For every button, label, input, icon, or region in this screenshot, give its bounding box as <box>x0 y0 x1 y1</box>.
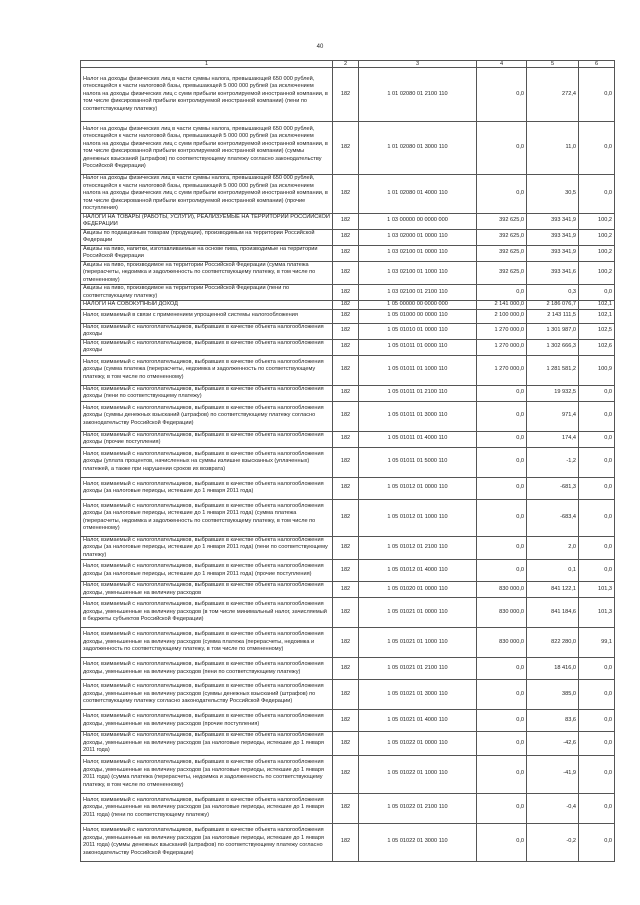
table-row <box>81 68 615 122</box>
header-cell: 5 <box>527 61 579 68</box>
table-row <box>81 385 615 401</box>
admin-code-cell: 182 <box>333 122 359 175</box>
budget-code-cell: 1 01 02080 01 3000 110 <box>359 122 477 175</box>
admin-code-cell: 182 <box>333 732 359 756</box>
page-number: 40 <box>316 44 324 50</box>
admin-code-cell: 182 <box>333 301 359 310</box>
admin-code-cell: 182 <box>333 582 359 598</box>
row-name-cell: Налог, взимаемый с налогоплательщиков, выбравших в качестве объекта налогообложения доходы, уменьшенные на величину расходов (сумма платежа (перерасчеты, недоимка и задолженность по соответствующему платежу, в том числе по отмененному) <box>81 628 333 658</box>
budget-code-cell: 1 05 00000 00 0000 000 <box>359 301 477 310</box>
percent-cell: 0,0 <box>579 680 615 710</box>
budget-code-cell: 1 05 01011 01 4000 110 <box>359 431 477 447</box>
plan-value-cell: 0,0 <box>477 536 527 560</box>
header-cell: 1 <box>81 61 333 68</box>
percent-cell: 102,1 <box>579 301 615 310</box>
fact-value-cell: 2 186 076,7 <box>527 301 579 310</box>
percent-cell: 0,0 <box>579 793 615 823</box>
budget-code-cell: 1 05 01011 01 0000 110 <box>359 339 477 355</box>
fact-value-cell: 2,0 <box>527 536 579 560</box>
budget-code-cell: 1 05 01022 01 2100 110 <box>359 793 477 823</box>
table-row <box>81 401 615 431</box>
admin-code-cell: 182 <box>333 175 359 214</box>
budget-code-cell: 1 05 01021 01 0000 110 <box>359 598 477 628</box>
plan-value-cell: 0,0 <box>477 732 527 756</box>
percent-cell: 0,0 <box>579 755 615 793</box>
budget-code-cell: 1 03 02100 01 1000 110 <box>359 261 477 285</box>
percent-cell: 102,6 <box>579 339 615 355</box>
header-cell: 4 <box>477 61 527 68</box>
row-name-cell: Налог, взимаемый с налогоплательщиков, выбравших в качестве объекта налогообложения доходы, уменьшенные на величину расходов (за налоговые периоды, истекшие до 1 января 2011 года) (суммы денежных взысканий (штрафов) по соответствующему платежу согласно законодательству Российской Федерации) <box>81 823 333 861</box>
plan-value-cell: 0,0 <box>477 658 527 680</box>
table-row <box>81 793 615 823</box>
row-name-cell: НАЛОГИ НА СОВОКУПНЫЙ ДОХОД <box>81 301 333 310</box>
admin-code-cell: 182 <box>333 598 359 628</box>
plan-value-cell: 0,0 <box>477 477 527 499</box>
admin-code-cell: 182 <box>333 261 359 285</box>
admin-code-cell: 182 <box>333 628 359 658</box>
table-row <box>81 658 615 680</box>
row-name-cell: Налог, взимаемый с налогоплательщиков, выбравших в качестве объекта налогообложения доходы, уменьшенные на величину расходов (за налоговые периоды, истекшие до 1 января 2011 года) (сумма платежа (перерасчеты, недоимка и задолженность по соответствующему платежу, в том числе по отмененному) <box>81 755 333 793</box>
table-row <box>81 355 615 385</box>
table-row <box>81 285 615 301</box>
row-name-cell: Налог, взимаемый с налогоплательщиков, выбравших в качестве объекта налогообложения доходы (за налоговые периоды, истекшие до 1 января 2011 года) (прочие поступления) <box>81 560 333 582</box>
percent-cell: 99,1 <box>579 628 615 658</box>
admin-code-cell: 182 <box>333 560 359 582</box>
row-name-cell: Акцизы по подакцизным товарам (продукции), производимым на территории Российской Федерации <box>81 229 333 245</box>
budget-code-cell: 1 05 01012 01 1000 110 <box>359 499 477 536</box>
header-row <box>81 61 615 68</box>
plan-value-cell: 1 270 000,0 <box>477 323 527 339</box>
admin-code-cell: 182 <box>333 499 359 536</box>
table-row <box>81 755 615 793</box>
fact-value-cell: -0,4 <box>527 793 579 823</box>
row-name-cell: Акцизы на пиво, производимое на территории Российской Федерации (пени по соответствующему платежу) <box>81 285 333 301</box>
admin-code-cell: 182 <box>333 385 359 401</box>
fact-value-cell: -683,4 <box>527 499 579 536</box>
row-name-cell: Налог, взимаемый с налогоплательщиков, выбравших в качестве объекта налогообложения доходы <box>81 339 333 355</box>
plan-value-cell: 0,0 <box>477 175 527 214</box>
fact-value-cell: 174,4 <box>527 431 579 447</box>
table-row <box>81 598 615 628</box>
row-name-cell: Налог на доходы физических лиц в части суммы налога, превышающей 650 000 рублей, относящейся к части налоговой базы, превышающей 5 000 000 рублей (за исключением налога на доходы физических лиц с сумм прибыли контролируемой иностранной компании, в том числе фиксированной прибыли контролируемой иностранной компании) (прочие поступления) <box>81 175 333 214</box>
table-row <box>81 499 615 536</box>
budget-code-cell: 1 03 02000 01 0000 110 <box>359 229 477 245</box>
fact-value-cell: 30,5 <box>527 175 579 214</box>
admin-code-cell: 182 <box>333 213 359 229</box>
budget-code-cell: 1 05 01011 01 1000 110 <box>359 355 477 385</box>
plan-value-cell: 1 270 000,0 <box>477 339 527 355</box>
plan-value-cell: 0,0 <box>477 560 527 582</box>
admin-code-cell: 182 <box>333 355 359 385</box>
fact-value-cell: 18 416,0 <box>527 658 579 680</box>
fact-value-cell: 1 301 987,0 <box>527 323 579 339</box>
percent-cell: 0,0 <box>579 536 615 560</box>
table-row <box>81 582 615 598</box>
percent-cell: 100,2 <box>579 261 615 285</box>
plan-value-cell: 0,0 <box>477 431 527 447</box>
fact-value-cell: 1 302 666,3 <box>527 339 579 355</box>
table-row <box>81 229 615 245</box>
budget-code-cell: 1 01 02080 01 2100 110 <box>359 68 477 122</box>
admin-code-cell: 182 <box>333 323 359 339</box>
row-name-cell: Налог, взимаемый с налогоплательщиков, выбравших в качестве объекта налогообложения доходы (пени по соответствующему платежу) <box>81 385 333 401</box>
percent-cell: 0,0 <box>579 560 615 582</box>
plan-value-cell: 0,0 <box>477 793 527 823</box>
fact-value-cell: 822 280,0 <box>527 628 579 658</box>
row-name-cell: Налог, взимаемый с налогоплательщиков, выбравших в качестве объекта налогообложения доходы, уменьшенные на величину расходов (суммы денежных взысканий (штрафов) по соответствующему платежу согласно законодательству Российской Федерации) <box>81 680 333 710</box>
row-name-cell: Налог, взимаемый в связи с применением упрощенной системы налогообложения <box>81 309 333 323</box>
table-row <box>81 309 615 323</box>
plan-value-cell: 0,0 <box>477 680 527 710</box>
budget-code-cell: 1 05 01012 01 2100 110 <box>359 536 477 560</box>
fact-value-cell: 272,4 <box>527 68 579 122</box>
plan-value-cell: 392 625,0 <box>477 229 527 245</box>
row-name-cell: Акцизы на пиво, напитки, изготавливаемые на основе пива, производимые на территории Российской Федерации <box>81 245 333 261</box>
table-row <box>81 301 615 310</box>
plan-value-cell: 0,0 <box>477 401 527 431</box>
budget-code-cell: 1 05 01021 01 1000 110 <box>359 628 477 658</box>
table-row <box>81 536 615 560</box>
header-cell: 6 <box>579 61 615 68</box>
percent-cell: 0,0 <box>579 175 615 214</box>
fact-value-cell: 2 143 111,5 <box>527 309 579 323</box>
row-name-cell: Налог, взимаемый с налогоплательщиков, выбравших в качестве объекта налогообложения доходы, уменьшенные на величину расходов (за налоговые периоды, истекшие до 1 января 2011 года) <box>81 732 333 756</box>
budget-code-cell: 1 05 01022 01 1000 110 <box>359 755 477 793</box>
table-row <box>81 560 615 582</box>
budget-code-cell: 1 05 01010 01 0000 110 <box>359 323 477 339</box>
plan-value-cell: 0,0 <box>477 447 527 477</box>
budget-code-cell: 1 03 00000 00 0000 000 <box>359 213 477 229</box>
admin-code-cell: 182 <box>333 755 359 793</box>
fact-value-cell: 385,0 <box>527 680 579 710</box>
plan-value-cell: 830 000,0 <box>477 582 527 598</box>
fact-value-cell: 393 341,9 <box>527 213 579 229</box>
row-name-cell: Налог, взимаемый с налогоплательщиков, выбравших в качестве объекта налогообложения доходы, уменьшенные на величину расходов (прочие поступления) <box>81 710 333 732</box>
percent-cell: 0,0 <box>579 447 615 477</box>
row-name-cell: Налог, взимаемый с налогоплательщиков, выбравших в качестве объекта налогообложения доходы (за налоговые периоды, истекшие до 1 января 2011 года) (пени по соответствующему платежу) <box>81 536 333 560</box>
percent-cell: 0,0 <box>579 431 615 447</box>
budget-code-cell: 1 01 02080 01 4000 110 <box>359 175 477 214</box>
table-row <box>81 122 615 175</box>
percent-cell: 100,2 <box>579 213 615 229</box>
plan-value-cell: 830 000,0 <box>477 598 527 628</box>
fact-value-cell: 0,3 <box>527 285 579 301</box>
plan-value-cell: 0,0 <box>477 755 527 793</box>
plan-value-cell: 1 270 000,0 <box>477 355 527 385</box>
admin-code-cell: 182 <box>333 823 359 861</box>
plan-value-cell: 0,0 <box>477 499 527 536</box>
fact-value-cell: 83,6 <box>527 710 579 732</box>
budget-code-cell: 1 05 01011 01 2100 110 <box>359 385 477 401</box>
row-name-cell: Налог, взимаемый с налогоплательщиков, выбравших в качестве объекта налогообложения доходы, уменьшенные на величину расходов (в том числе минимальный налог, зачисляемый в бюджеты субъектов Российской Федерации) <box>81 598 333 628</box>
row-name-cell: Налог, взимаемый с налогоплательщиков, выбравших в качестве объекта налогообложения доходы, уменьшенные на величину расходов <box>81 582 333 598</box>
row-name-cell: НАЛОГИ НА ТОВАРЫ (РАБОТЫ, УСЛУГИ), РЕАЛИЗУЕМЫЕ НА ТЕРРИТОРИИ РОССИЙСКОЙ ФЕДЕРАЦИИ <box>81 213 333 229</box>
table-row <box>81 477 615 499</box>
percent-cell: 100,2 <box>579 229 615 245</box>
plan-value-cell: 830 000,0 <box>477 628 527 658</box>
header-cell: 3 <box>359 61 477 68</box>
table-row <box>81 261 615 285</box>
plan-value-cell: 392 625,0 <box>477 213 527 229</box>
plan-value-cell: 0,0 <box>477 68 527 122</box>
row-name-cell: Налог, взимаемый с налогоплательщиков, выбравших в качестве объекта налогообложения доходы (уплата процентов, начисленных на суммы излишне взысканных (уплаченных) платежей, а также при нарушении сроков их возврата) <box>81 447 333 477</box>
plan-value-cell: 0,0 <box>477 710 527 732</box>
admin-code-cell: 182 <box>333 68 359 122</box>
budget-code-cell: 1 05 01000 00 0000 110 <box>359 309 477 323</box>
budget-code-cell: 1 03 02100 01 0000 110 <box>359 245 477 261</box>
admin-code-cell: 182 <box>333 245 359 261</box>
percent-cell: 0,0 <box>579 401 615 431</box>
plan-value-cell: 0,0 <box>477 385 527 401</box>
budget-code-cell: 1 05 01012 01 0000 110 <box>359 477 477 499</box>
admin-code-cell: 182 <box>333 401 359 431</box>
admin-code-cell: 182 <box>333 431 359 447</box>
table-row <box>81 823 615 861</box>
admin-code-cell: 182 <box>333 229 359 245</box>
table-row <box>81 710 615 732</box>
percent-cell: 0,0 <box>579 385 615 401</box>
table-row <box>81 339 615 355</box>
fact-value-cell: -42,6 <box>527 732 579 756</box>
percent-cell: 102,1 <box>579 309 615 323</box>
header-cell: 2 <box>333 61 359 68</box>
table-row <box>81 732 615 756</box>
budget-code-cell: 1 05 01022 01 3000 110 <box>359 823 477 861</box>
percent-cell: 0,0 <box>579 499 615 536</box>
budget-code-cell: 1 05 01021 01 3000 110 <box>359 680 477 710</box>
budget-code-cell: 1 05 01022 01 0000 110 <box>359 732 477 756</box>
admin-code-cell: 182 <box>333 309 359 323</box>
fact-value-cell: -41,9 <box>527 755 579 793</box>
budget-code-cell: 1 05 01012 01 4000 110 <box>359 560 477 582</box>
fact-value-cell: -681,3 <box>527 477 579 499</box>
budget-code-cell: 1 05 01021 01 4000 110 <box>359 710 477 732</box>
row-name-cell: Налог, взимаемый с налогоплательщиков, выбравших в качестве объекта налогообложения доходы, уменьшенные на величину расходов (пени по соответствующему платежу) <box>81 658 333 680</box>
admin-code-cell: 182 <box>333 710 359 732</box>
table-row <box>81 245 615 261</box>
fact-value-cell: -1,2 <box>527 447 579 477</box>
percent-cell: 102,5 <box>579 323 615 339</box>
percent-cell: 0,0 <box>579 732 615 756</box>
percent-cell: 0,0 <box>579 658 615 680</box>
percent-cell: 0,0 <box>579 285 615 301</box>
fact-value-cell: 0,1 <box>527 560 579 582</box>
admin-code-cell: 182 <box>333 339 359 355</box>
table-row <box>81 680 615 710</box>
plan-value-cell: 2 100 000,0 <box>477 309 527 323</box>
fact-value-cell: 971,4 <box>527 401 579 431</box>
percent-cell: 0,0 <box>579 122 615 175</box>
plan-value-cell: 0,0 <box>477 285 527 301</box>
row-name-cell: Налог, взимаемый с налогоплательщиков, выбравших в качестве объекта налогообложения доходы (прочие поступления) <box>81 431 333 447</box>
row-name-cell: Акцизы на пиво, производимое на территории Российской Федерации (сумма платежа (перерасчеты, недоимка и задолженность по соответствующему платежу, в том числе по отмененному) <box>81 261 333 285</box>
budget-code-cell: 1 05 01011 01 3000 110 <box>359 401 477 431</box>
fact-value-cell: 841 184,6 <box>527 598 579 628</box>
percent-cell: 0,0 <box>579 68 615 122</box>
fact-value-cell: 1 281 581,2 <box>527 355 579 385</box>
table-row <box>81 628 615 658</box>
table-row <box>81 447 615 477</box>
plan-value-cell: 2 141 000,0 <box>477 301 527 310</box>
row-name-cell: Налог, взимаемый с налогоплательщиков, выбравших в качестве объекта налогообложения доходы (сумма платежа (перерасчеты, недоимка и задолженность по соответствующему платежу, в том числе по отмененному) <box>81 355 333 385</box>
fact-value-cell: 11,0 <box>527 122 579 175</box>
plan-value-cell: 0,0 <box>477 122 527 175</box>
plan-value-cell: 0,0 <box>477 823 527 861</box>
budget-code-cell: 1 05 01011 01 5000 110 <box>359 447 477 477</box>
row-name-cell: Налог, взимаемый с налогоплательщиков, выбравших в качестве объекта налогообложения доходы <box>81 323 333 339</box>
fact-value-cell: 393 341,6 <box>527 261 579 285</box>
fact-value-cell: 393 341,9 <box>527 245 579 261</box>
percent-cell: 0,0 <box>579 477 615 499</box>
row-name-cell: Налог, взимаемый с налогоплательщиков, выбравших в качестве объекта налогообложения доходы (за налоговые периоды, истекшие до 1 января 2011 года) <box>81 477 333 499</box>
budget-code-cell: 1 05 01020 01 0000 110 <box>359 582 477 598</box>
admin-code-cell: 182 <box>333 536 359 560</box>
fact-value-cell: -0,2 <box>527 823 579 861</box>
table-row <box>81 175 615 214</box>
row-name-cell: Налог, взимаемый с налогоплательщиков, выбравших в качестве объекта налогообложения доходы (суммы денежных взысканий (штрафов) по соответствующему платежу согласно законодательству Российской Федерации) <box>81 401 333 431</box>
fact-value-cell: 841 122,1 <box>527 582 579 598</box>
percent-cell: 0,0 <box>579 710 615 732</box>
admin-code-cell: 182 <box>333 477 359 499</box>
percent-cell: 100,2 <box>579 245 615 261</box>
table-row <box>81 213 615 229</box>
table-row <box>81 431 615 447</box>
admin-code-cell: 182 <box>333 447 359 477</box>
row-name-cell: Налог, взимаемый с налогоплательщиков, выбравших в качестве объекта налогообложения доходы (за налоговые периоды, истекшие до 1 января 2011 года) (сумма платежа (перерасчеты, недоимка и задолженность по соответствующему платежу, в том числе по отмененному) <box>81 499 333 536</box>
row-name-cell: Налог на доходы физических лиц в части суммы налога, превышающей 650 000 рублей, относящейся к части налоговой базы, превышающей 5 000 000 рублей (за исключением налога на доходы физических лиц с сумм прибыли контролируемой иностранной компании, в том числе фиксированной прибыли контролируемой иностранной компании) (суммы денежных взысканий (штрафов) по соответствующему платежу согласно законодательству Российской Федерации) <box>81 122 333 175</box>
plan-value-cell: 392 625,0 <box>477 245 527 261</box>
fact-value-cell: 19 932,5 <box>527 385 579 401</box>
percent-cell: 101,3 <box>579 598 615 628</box>
admin-code-cell: 182 <box>333 658 359 680</box>
row-name-cell: Налог, взимаемый с налогоплательщиков, выбравших в качестве объекта налогообложения доходы, уменьшенные на величину расходов (за налоговые периоды, истекшие до 1 января 2011 года) (пени по соответствующему платежу) <box>81 793 333 823</box>
admin-code-cell: 182 <box>333 680 359 710</box>
plan-value-cell: 392 625,0 <box>477 261 527 285</box>
table-body <box>81 61 615 862</box>
revenue-table <box>80 60 615 862</box>
budget-code-cell: 1 03 02100 01 2100 110 <box>359 285 477 301</box>
fact-value-cell: 393 341,9 <box>527 229 579 245</box>
admin-code-cell: 182 <box>333 793 359 823</box>
percent-cell: 100,9 <box>579 355 615 385</box>
table-row <box>81 323 615 339</box>
row-name-cell: Налог на доходы физических лиц в части суммы налога, превышающей 650 000 рублей, относящейся к части налоговой базы, превышающей 5 000 000 рублей (за исключением налога на доходы физических лиц с сумм прибыли контролируемой иностранной компании, в том числе фиксированной прибыли контролируемой иностранной компании) (пени по соответствующему платежу) <box>81 68 333 122</box>
budget-code-cell: 1 05 01021 01 2100 110 <box>359 658 477 680</box>
percent-cell: 101,3 <box>579 582 615 598</box>
percent-cell: 0,0 <box>579 823 615 861</box>
admin-code-cell: 182 <box>333 285 359 301</box>
